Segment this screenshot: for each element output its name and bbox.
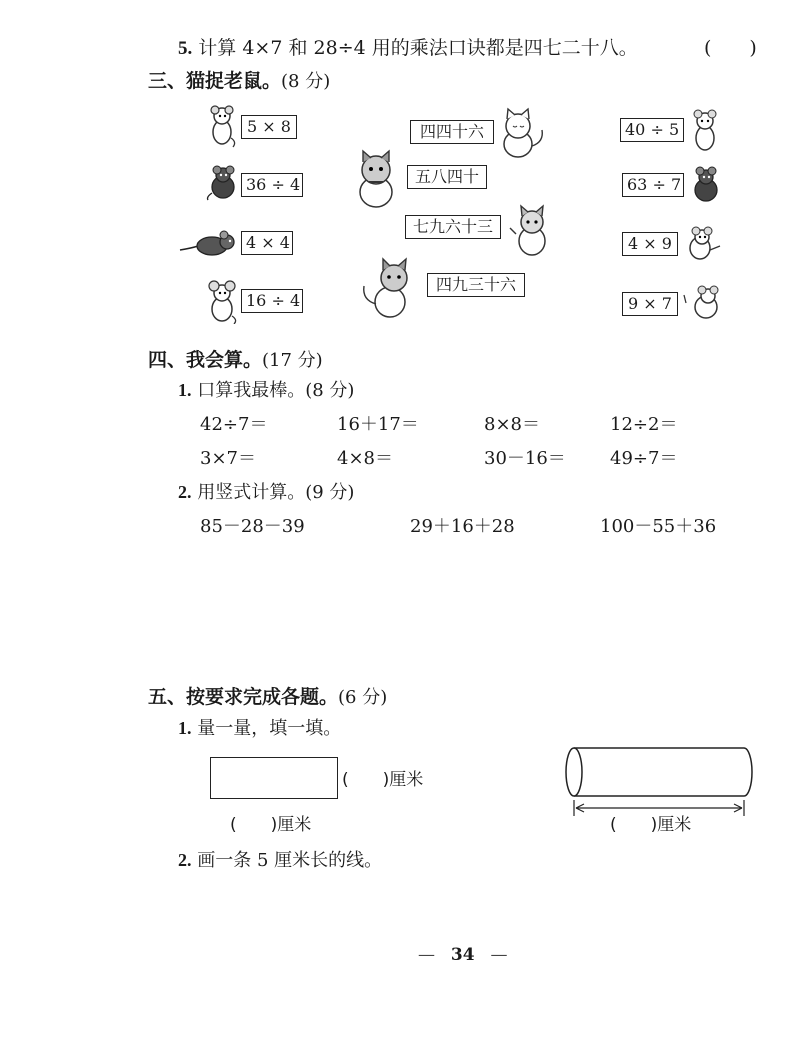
mouse-expression-box[interactable]: 63 ÷ 7 <box>622 173 684 197</box>
oral-calc-item[interactable]: 30－16＝ <box>484 448 566 469</box>
question-text: 计算 4×7 和 28÷4 用的乘法口诀都是四七二十八。 <box>198 37 638 59</box>
measure-cylinder <box>560 744 760 820</box>
measure-rectangle <box>210 757 338 799</box>
mouse-icon <box>178 230 238 258</box>
mouse-icon <box>204 280 240 324</box>
part-title: 口算我最棒。(8 分) <box>197 380 355 401</box>
oral-calc-item[interactable]: 8×8＝ <box>484 414 540 435</box>
section-5-heading <box>148 682 387 709</box>
mouse-expression-box[interactable]: 36 ÷ 4 <box>241 173 303 197</box>
oral-calc-item[interactable]: 16＋17＝ <box>337 414 419 435</box>
part-2-heading <box>178 478 354 504</box>
cat-icon <box>358 256 420 320</box>
mouse-expression-box[interactable]: 9 × 7 <box>622 292 678 316</box>
page-number-value: 34 <box>450 945 475 965</box>
section-score: (17 分) <box>262 350 323 371</box>
mouse-icon <box>204 165 242 201</box>
question-number: 5. <box>178 38 193 59</box>
question-5 <box>178 33 638 60</box>
oral-calc-item[interactable]: 3×7＝ <box>200 448 256 469</box>
cylinder-length-answer[interactable]: ( )厘米 <box>610 815 692 835</box>
oral-calc-item[interactable]: 4×8＝ <box>337 448 393 469</box>
part-title: 画一条 5 厘米长的线。 <box>197 850 383 871</box>
mouse-icon <box>688 166 724 204</box>
part-1-heading <box>178 714 341 740</box>
section-4-heading <box>148 345 323 372</box>
cat-icon <box>498 106 548 160</box>
cat-icon <box>508 204 556 258</box>
vertical-calc-item[interactable]: 29＋16＋28 <box>410 516 515 537</box>
mouse-expression-box[interactable]: 40 ÷ 5 <box>620 118 684 142</box>
mouse-expression-box[interactable]: 4 × 9 <box>622 232 678 256</box>
part-1-heading <box>178 376 354 402</box>
mouse-icon <box>205 104 239 148</box>
section-title: 四、我会算。 <box>148 349 263 371</box>
answer-bracket[interactable]: ( ) <box>704 37 757 59</box>
mouse-expression-box[interactable]: 4 × 4 <box>241 231 293 255</box>
cat-rhyme-box[interactable]: 四四十六 <box>410 120 494 144</box>
part-title: 量一量，填一填。 <box>197 718 342 739</box>
oral-calc-item[interactable]: 49÷7＝ <box>610 448 678 469</box>
mouse-expression-box[interactable]: 5 × 8 <box>241 115 297 139</box>
part-number: 1. <box>178 380 192 400</box>
cat-rhyme-box[interactable]: 五八四十 <box>407 165 487 189</box>
section-title: 五、按要求完成各题。 <box>148 686 339 708</box>
mouse-icon <box>682 226 722 262</box>
page-dash: — <box>418 945 435 965</box>
vertical-calc-item[interactable]: 100－55＋36 <box>600 516 717 537</box>
cat-rhyme-box[interactable]: 七九六十三 <box>405 215 501 239</box>
rect-bottom-answer[interactable]: ( )厘米 <box>230 815 312 835</box>
vertical-calc-item[interactable]: 85－28－39 <box>200 516 305 537</box>
part-title: 用竖式计算。(9 分) <box>197 482 355 503</box>
cat-rhyme-box[interactable]: 四九三十六 <box>427 273 525 297</box>
mouse-icon <box>688 108 722 154</box>
oral-calc-item[interactable]: 12÷2＝ <box>610 414 678 435</box>
section-score: (8 分) <box>281 71 331 92</box>
cat-icon <box>349 148 403 210</box>
part-number: 2. <box>178 482 192 502</box>
part-number: 1. <box>178 718 192 738</box>
page-dash: — <box>490 945 508 965</box>
mouse-expression-box[interactable]: 16 ÷ 4 <box>241 289 303 313</box>
mouse-icon <box>682 285 724 321</box>
part-2-heading <box>178 846 382 872</box>
rect-side-answer[interactable]: ( )厘米 <box>342 770 424 790</box>
section-score: (6 分) <box>338 687 388 708</box>
oral-calc-item[interactable]: 42÷7＝ <box>200 414 268 435</box>
part-number: 2. <box>178 850 192 870</box>
section-title: 三、猫捉老鼠。 <box>148 70 282 92</box>
section-3-heading <box>148 66 330 93</box>
page-number <box>418 945 508 965</box>
